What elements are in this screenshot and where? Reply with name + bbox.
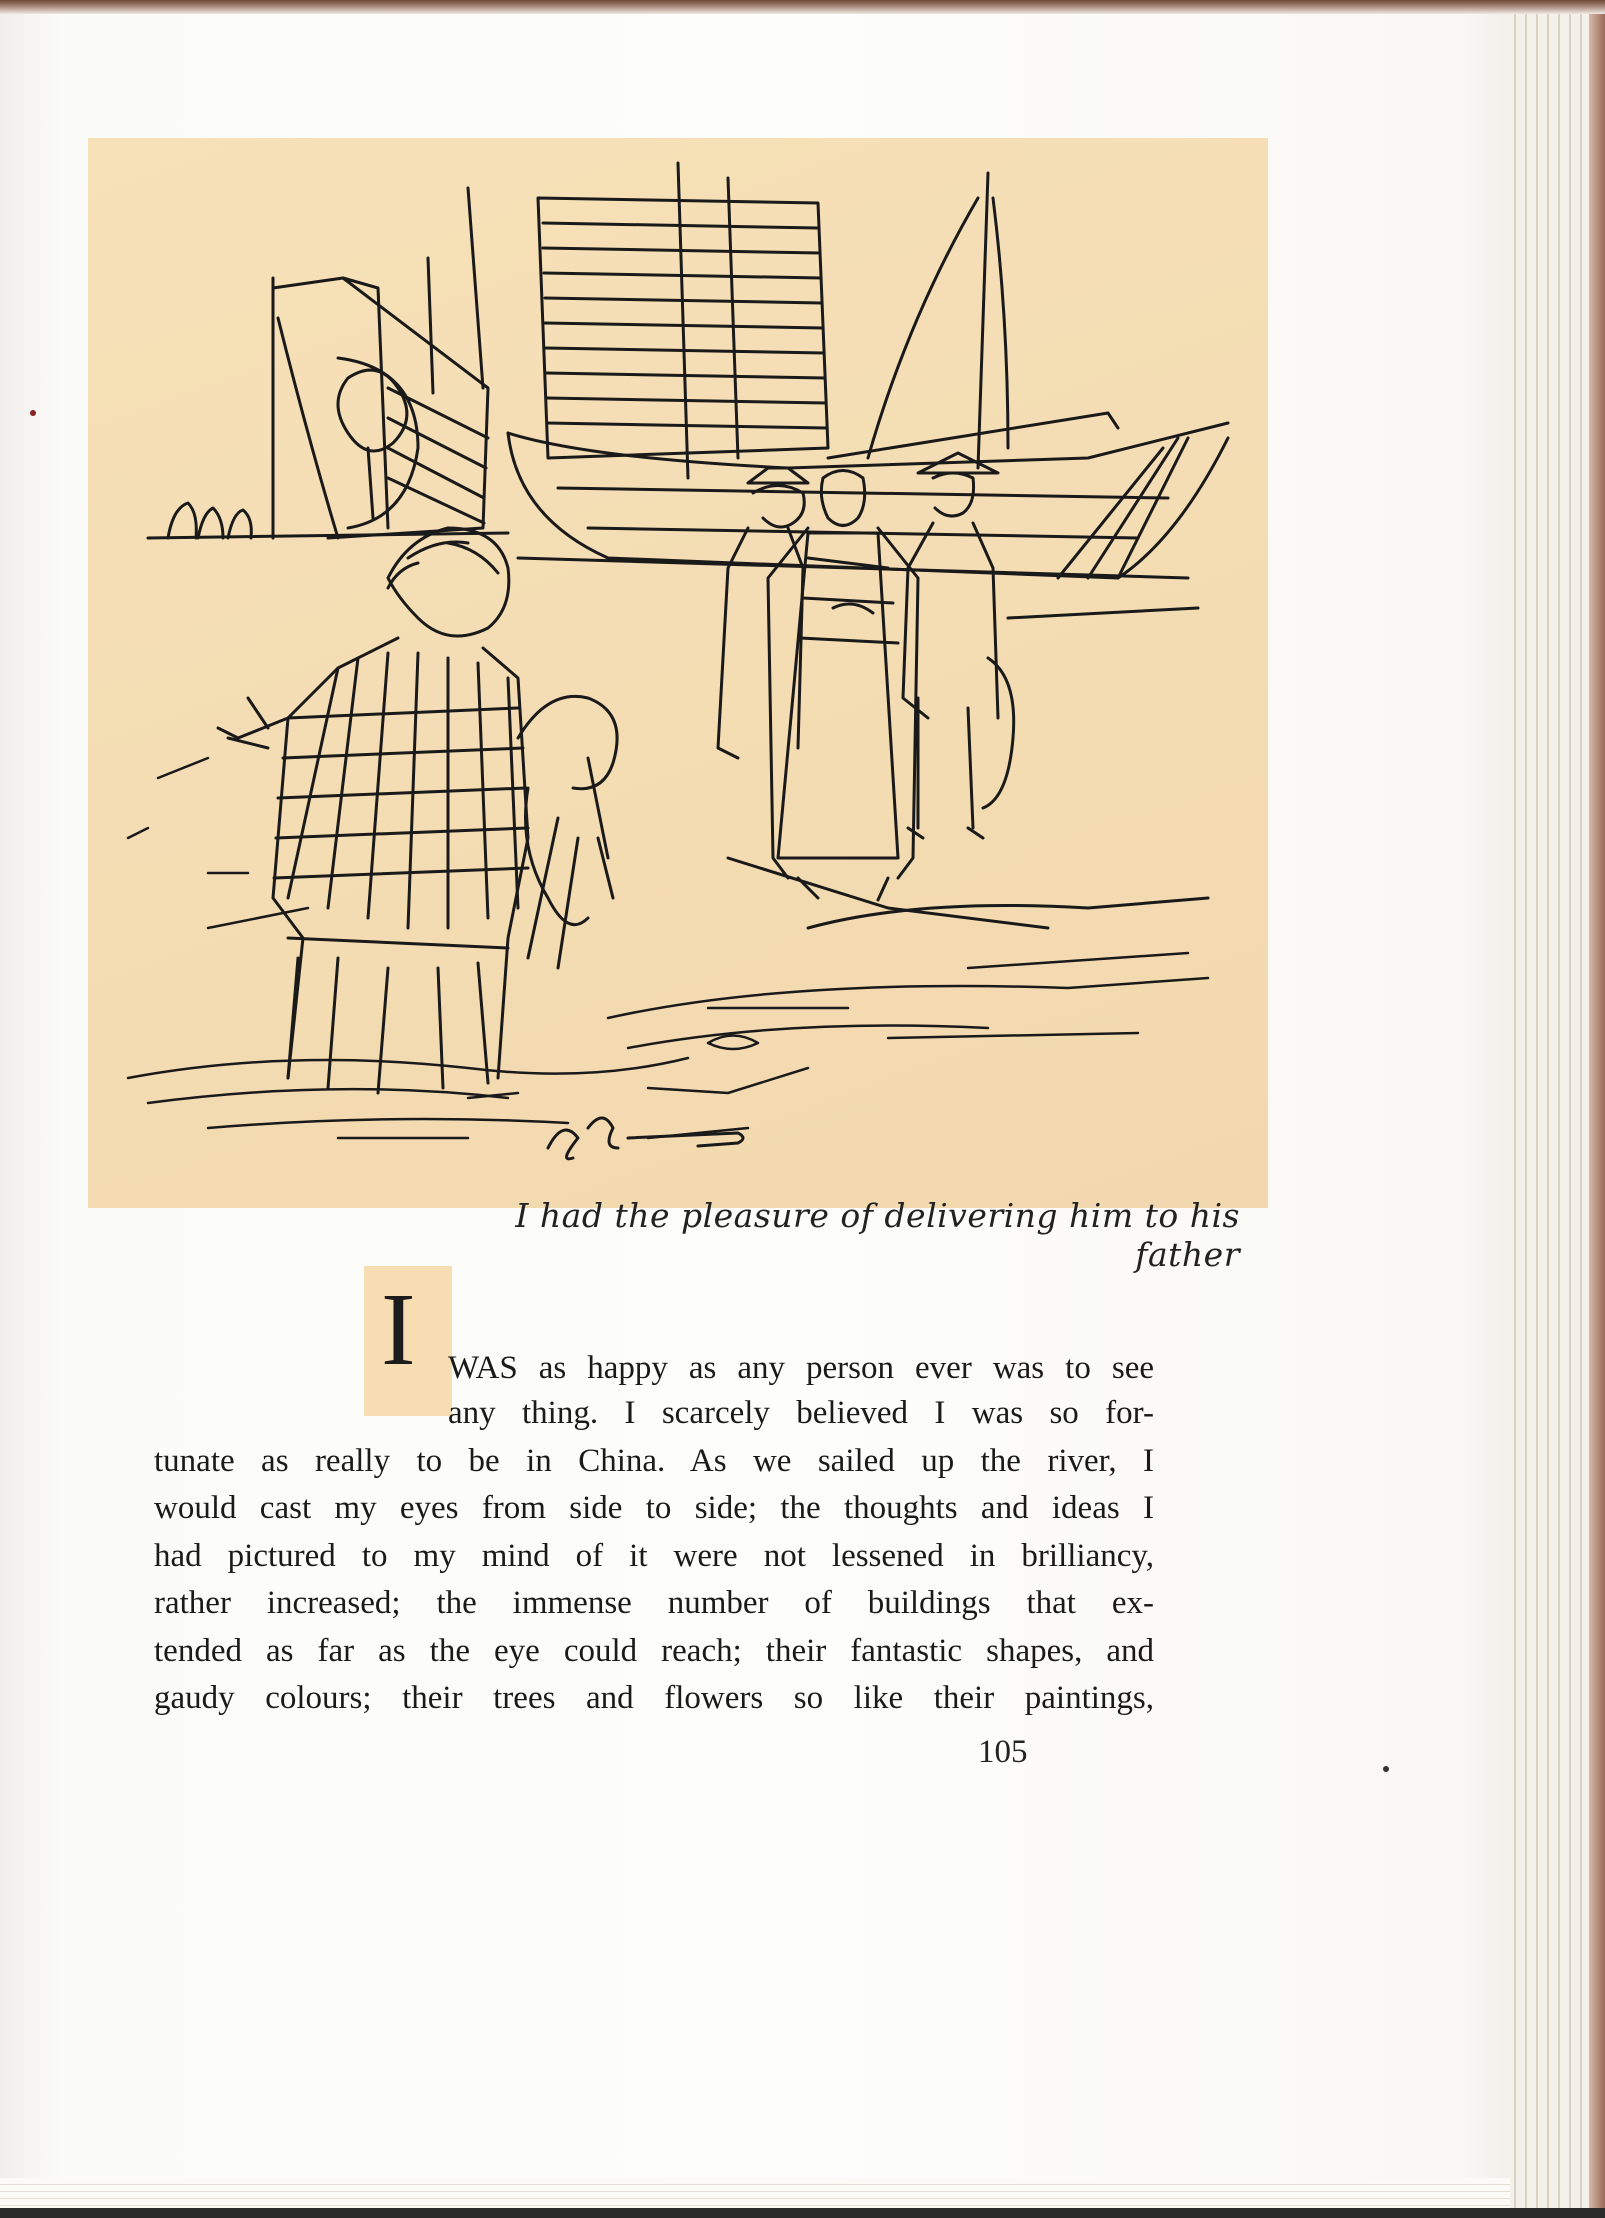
text-line-8: gaudy colours; their trees and flowers so like their paintings,	[154, 1680, 1154, 1716]
book-top-edge	[0, 0, 1605, 14]
illustration-caption: I had the pleasure of delivering him to his father	[515, 1196, 1240, 1274]
standing-figures	[718, 453, 1208, 928]
left-junk-ship	[148, 188, 508, 538]
red-speck	[30, 410, 36, 416]
text-line-2: any thing. I scarcely believed I was so for-	[448, 1395, 1154, 1431]
artist-signature-mark	[548, 1118, 743, 1159]
body-text	[154, 1266, 1154, 1726]
water-ripples	[128, 758, 1208, 1138]
wading-man-with-child	[218, 528, 617, 1093]
text-line-5: had pictured to my mind of it were not lessened in brilliancy,	[154, 1538, 1154, 1574]
text-line-4: would cast my eyes from side to side; the thoughts and ideas I	[154, 1490, 1154, 1526]
text-line-6: rather increased; the immense number of buildings that ex-	[154, 1585, 1154, 1621]
ink-illustration	[88, 138, 1268, 1208]
page-number: 105	[978, 1734, 1028, 1770]
text-line-1: WAS as happy as any person ever was to see	[448, 1350, 1154, 1386]
central-junk-ship	[508, 163, 1228, 618]
text-line-7: tended as far as the eye could reach; their fantastic shapes, and	[154, 1633, 1154, 1669]
drop-cap-letter: I	[381, 1272, 416, 1387]
harbor-scene-drawing	[88, 138, 1268, 1208]
dark-speck	[1383, 1766, 1389, 1772]
scan-bottom-edge	[0, 2208, 1605, 2218]
page-stack-edge	[1505, 14, 1605, 2218]
text-line-3: tunate as really to be in China. As we sailed up the river, I	[154, 1443, 1154, 1479]
